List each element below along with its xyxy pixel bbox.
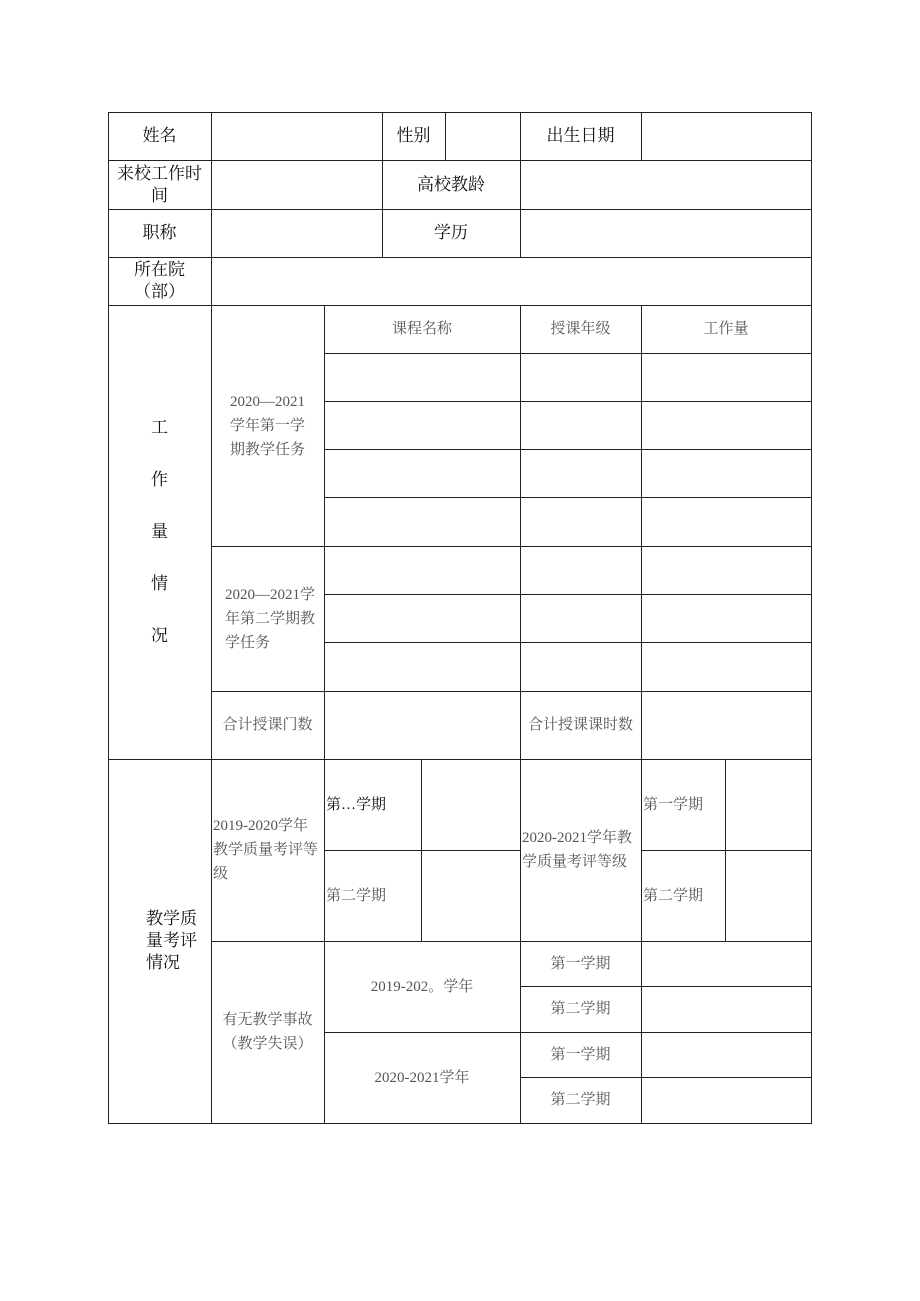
accident-2020-sem1-value[interactable] <box>641 1032 811 1077</box>
teaching-age-label: 高校教龄 <box>417 174 485 195</box>
row-divider <box>324 401 812 402</box>
workload-section-label <box>108 305 211 759</box>
workload-char: 作 <box>151 470 168 490</box>
workload-header: 工作量 <box>703 321 749 337</box>
rating-2019-label: 2019-2020学年教学质量考评等级 <box>213 818 319 882</box>
row-divider <box>324 642 812 643</box>
rating-2020-sem2-label: 第二学期 <box>643 887 704 904</box>
row-divider <box>324 497 812 498</box>
birth-date-value[interactable] <box>641 112 811 160</box>
workload-char: 情 <box>151 574 168 594</box>
accident-2019-sem1-value[interactable] <box>641 941 811 986</box>
title-label: 职称 <box>142 223 177 243</box>
accident-2020-sem1-label: 第一学期 <box>550 1046 611 1063</box>
teaching-age-value[interactable] <box>520 160 811 209</box>
accident-label: 有无教学事故（教学失误） <box>222 1012 313 1052</box>
workload-char: 工 <box>151 418 168 438</box>
table-border-right <box>811 112 812 1124</box>
rating-2020-sem1-value[interactable] <box>725 759 811 850</box>
col-divider <box>641 305 642 691</box>
accident-year-2020: 2020-2021学年 <box>374 1069 470 1086</box>
rating-2019-sem2-label: 第二学期 <box>326 887 387 904</box>
accident-2020-sem2-label: 第二学期 <box>550 1092 611 1108</box>
term2-task-label: 2020—2021学年第二学期教学任务 <box>225 586 316 651</box>
name-value[interactable] <box>211 112 382 160</box>
quality-section-label: 教学质量考评情况 <box>146 909 197 973</box>
birth-date-label: 出生日期 <box>546 126 615 146</box>
rating-2020-label: 2020-2021学年教学质量考评等级 <box>522 830 632 870</box>
total-courses-value[interactable] <box>324 691 520 759</box>
total-courses-label: 合计授课门数 <box>222 717 313 733</box>
education-label: 学历 <box>434 223 468 243</box>
grade-header: 授课年级 <box>550 321 611 337</box>
title-value[interactable] <box>211 209 382 257</box>
workload-char: 量 <box>151 522 168 542</box>
accident-2020-sem2-value[interactable] <box>641 1077 811 1123</box>
name-label: 姓名 <box>142 126 177 146</box>
gender-label: 性别 <box>396 126 431 146</box>
rating-2019-sem2-value[interactable] <box>421 850 520 941</box>
department-value[interactable] <box>211 257 811 305</box>
rating-2019-sem1-label: 第…学期 <box>326 796 387 813</box>
department-label: 所在院（部） <box>134 260 185 302</box>
col-divider <box>324 305 325 691</box>
accident-year-2019: 2019-202。学年 <box>370 978 474 995</box>
total-hours-value[interactable] <box>641 691 811 759</box>
start-work-time-label: 来校工作时间 <box>117 163 202 206</box>
accident-2019-sem2-label: 第二学期 <box>550 1001 611 1017</box>
row-divider <box>324 449 812 450</box>
start-work-time-value[interactable] <box>211 160 382 209</box>
rating-2019-sem1-value[interactable] <box>421 759 520 850</box>
accident-2019-sem2-value[interactable] <box>641 986 811 1032</box>
row-divider <box>324 594 812 595</box>
rating-2020-sem2-value[interactable] <box>725 850 811 941</box>
table-border-bottom <box>108 1123 812 1124</box>
term1-task-label: 2020—2021学年第一学期教学任务 <box>229 393 305 458</box>
rating-2020-sem1-label: 第一学期 <box>643 796 704 813</box>
course-name-header: 课程名称 <box>391 321 452 337</box>
total-hours-label: 合计授课课时数 <box>527 717 633 733</box>
workload-char: 况 <box>151 626 168 646</box>
row-divider <box>324 353 812 354</box>
accident-2019-sem1-label: 第一学期 <box>550 955 611 972</box>
gender-value[interactable] <box>445 112 520 160</box>
education-value[interactable] <box>520 209 811 257</box>
